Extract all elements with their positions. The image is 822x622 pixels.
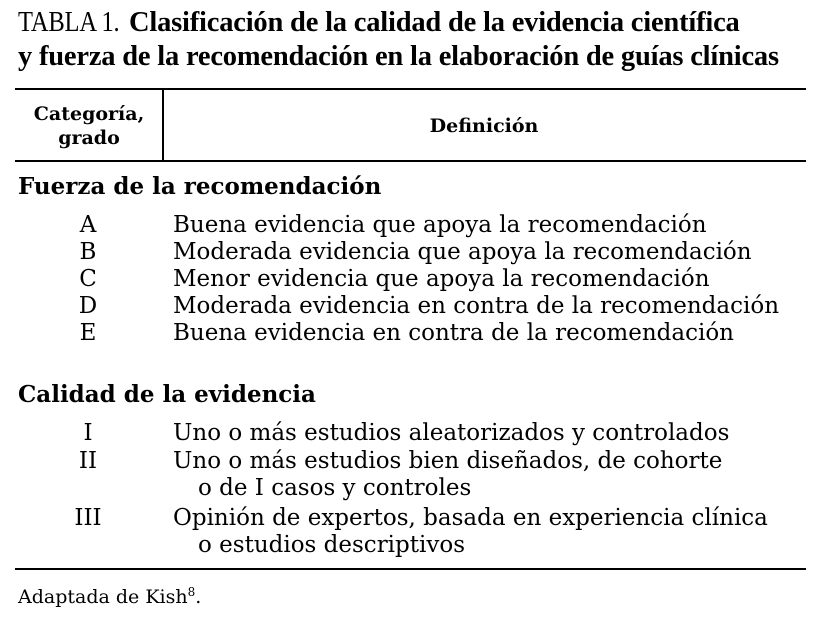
top-rule [15,88,806,90]
definition-cell: Moderada evidencia que apoya la recomendación [173,239,752,265]
grade-cell: E [79,320,97,346]
grade-cell: C [79,266,97,292]
header-definition: Definición [429,115,539,137]
footnote [18,580,201,609]
grade-cell: A [79,212,97,238]
definition-continuation: o de I casos y controles [198,475,472,501]
definition-text: Opinión de expertos, basada en experiencia clínica [173,505,768,531]
bottom-rule [15,568,806,570]
definition-continuation: o estudios descriptivos [198,532,466,558]
footnote-text: Adaptada de Kish [18,586,188,608]
grade-cell: III [74,505,102,531]
grade-cell: II [78,448,98,474]
footnote-reference: 8 [187,585,196,599]
section-title-quality: Calidad de la evidencia [18,381,316,408]
table-label: TABLA 1. [18,7,120,38]
definition-cell [173,505,768,559]
definition-cell: Buena evidencia en contra de la recomendación [173,320,734,346]
table-title-line2: y fuerza de la recomendación en la elaboración de guías clínicas [18,41,779,72]
definition-cell [173,448,722,502]
header-rule [15,160,806,162]
table-title [18,6,813,74]
table-title-line1: Clasificación de la calidad de la evidencia científica [128,7,740,38]
grade-cell: B [79,239,97,265]
definition-text: Uno o más estudios bien diseñados, de cohorte [173,448,723,474]
section-title-strength: Fuerza de la recomendación [18,173,382,200]
definition-cell: Buena evidencia que apoya la recomendación [173,212,707,238]
header-category-line2: grado [58,127,120,149]
definition-cell: Menor evidencia que apoya la recomendación [173,266,710,292]
definition-cell: Uno o más estudios aleatorizados y controlados [173,420,730,446]
header-category [18,102,160,150]
grade-cell: I [83,420,93,446]
header-category-line1: Categoría, [33,103,145,125]
grade-cell: D [78,293,98,319]
footnote-end: . [195,586,202,608]
definition-cell: Moderada evidencia en contra de la recomendación [173,293,780,319]
